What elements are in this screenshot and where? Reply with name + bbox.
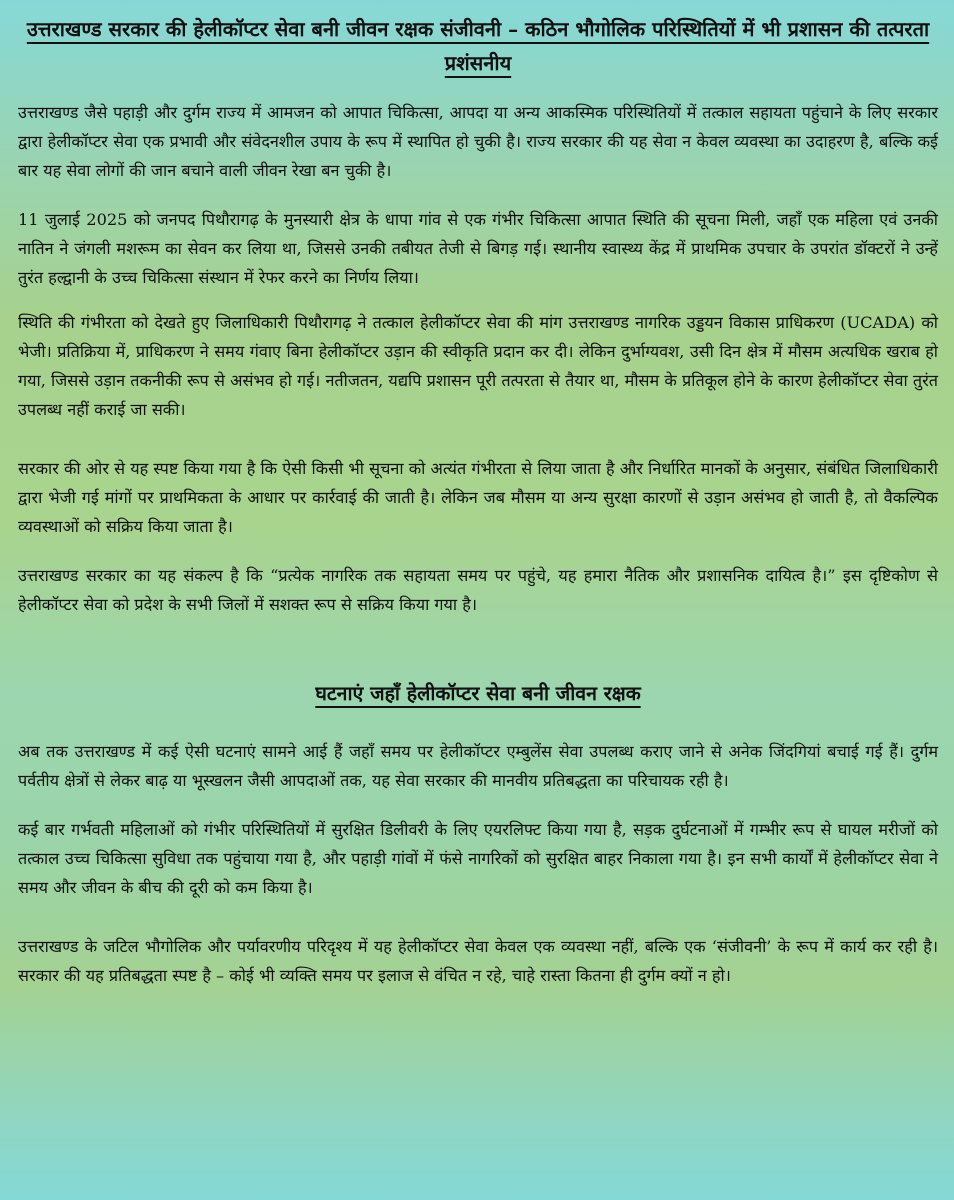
paragraph-rescue-overview: अब तक उत्तराखण्ड में कई ऐसी घटनाएं सामने आई हैं जहाँ समय पर हेलीकॉप्टर एम्बुलेंस सेवा उपलब्ध कराए जाने से अनेक जिंदगियां बचाई गई हैं। दुर्गम पर्वतीय क्षेत्रों से लेकर बाढ़ या भूस्खलन जैसी आपदाओं तक, यह सेवा सरकार की मानवीय प्रतिबद्धता का परिचायक रही है।: [18, 742, 938, 790]
paragraph-resolve-quote: उत्तराखण्ड सरकार का यह संकल्प है कि “प्रत्येक नागरिक तक सहायता समय पर पहुंचे, यह हमारा नैतिक और प्रशासनिक दायित्व है।” इस दृष्टिकोण से हेलीकॉप्टर सेवा को प्रदेश के सभी जिलों में सशक्त रूप से सक्रिय किया गया है।: [18, 566, 938, 614]
paragraph-conclusion: उत्तराखण्ड के जटिल भौगोलिक और पर्यावरणीय परिदृश्य में यह हेलीकॉप्टर सेवा केवल एक व्यवस्था नहीं, बल्कि एक ‘संजीवनी’ के रूप में कार्य कर रही है। सरकार की यह प्रतिबद्धता स्पष्ट है – कोई भी व्यक्ति समय पर इलाज से वंचित न रहे, चाहे रास्ता कितना ही दुर्गम क्यों न हो।: [18, 937, 938, 985]
paragraph-airlift-cases: कई बार गर्भवती महिलाओं को गंभीर परिस्थितियों में सुरक्षित डिलीवरी के लिए एयरलिफ्ट किया गया है, सड़क दुर्घटनाओं में गम्भीर रूप से घायल मरीजों को तत्काल उच्च चिकित्सा सुविधा तक पहुंचाया गया है, और पहाड़ी गांवों में फंसे नागरिकों को सुरक्षित बाहर निकाला गया है। इन सभी कार्यों में हेलीकॉप्टर सेवा ने समय और जीवन के बीच की दूरी को कम किया है।: [18, 820, 939, 897]
section-heading: घटनाएं जहाँ हेलीकॉप्टर सेवा बनी जीवन रक्षक: [315, 682, 641, 705]
paragraph-ucada-request: स्थिति की गंभीरता को देखते हुए जिलाधिकारी पिथौरागढ़ ने तत्काल हेलीकॉप्टर सेवा की मांग उत्तराखण्ड नागरिक उड्डयन विकास प्राधिकरण (UCADA) को भेजी। प्रतिक्रिया में, प्राधिकरण ने समय गंवाए बिना हेलीकॉप्टर उड़ान की स्वीकृति प्रदान कर दी। लेकिन दुर्भाग्यवश, उसी दिन क्षेत्र में मौसम अत्यधिक खराब हो गया, जिससे उड़ान तकनीकी रूप से असंभव हो गई। नतीजतन, यद्यपि प्रशासन पूरी तत्परता से तैयार था, मौसम के प्रतिकूल होने के कारण हेलीकॉप्टर सेवा तुरंत उपलब्ध नहीं कराई जा सकी।: [18, 313, 938, 419]
paragraph-government-clarification: सरकार की ओर से यह स्पष्ट किया गया है कि ऐसी किसी भी सूचना को अत्यंत गंभीरता से लिया जाता है और निर्धारित मानकों के अनुसार, संबंधित जिलाधिकारी द्वारा भेजी गई मांगों पर प्राथमिकता के आधार पर कार्रवाई की जाती है। लेकिन जब मौसम या अन्य सुरक्षा कारणों से उड़ान असंभव हो जाती है, तो वैकल्पिक व्यवस्थाओं को सक्रिय किया जाता है।: [18, 459, 938, 536]
paragraph-intro: उत्तराखण्ड जैसे पहाड़ी और दुर्गम राज्य में आमजन को आपात चिकित्सा, आपदा या अन्य आकस्मिक परिस्थितियों में तत्काल सहायता पहुंचाने के लिए सरकार द्वारा हेलीकॉप्टर सेवा एक प्रभावी और संवेदनशील उपाय के रूप में स्थापित हो चुकी है। राज्य सरकार की यह सेवा न केवल व्यवस्था का उदाहरण है, बल्कि कई बार यह सेवा लोगों की जान बचाने वाली जीवन रेखा बन चुकी है।: [18, 103, 938, 180]
article-title: उत्तराखण्ड सरकार की हेलीकॉप्टर सेवा बनी जीवन रक्षक संजीवनी – कठिन भौगोलिक परिस्थितियों में भी प्रशासन की तत्परता प्रशंसनीय: [26, 17, 930, 75]
paragraph-incident: 11 जुलाई 2025 को जनपद पिथौरागढ़ के मुनस्यारी क्षेत्र के धापा गांव से एक गंभीर चिकित्सा आपात स्थिति की सूचना मिली, जहाँ एक महिला एवं उनकी नातिन ने जंगली मशरूम का सेवन कर लिया था, जिससे उनकी तबीयत तेजी से बिगड़ गई। स्थानीय स्वास्थ्य केंद्र में प्राथमिक उपचार के उपरांत डॉक्टरों ने उन्हें तुरंत हल्द्वानी के उच्च चिकित्सा संस्थान में रेफर करने का निर्णय लिया।: [18, 210, 938, 287]
